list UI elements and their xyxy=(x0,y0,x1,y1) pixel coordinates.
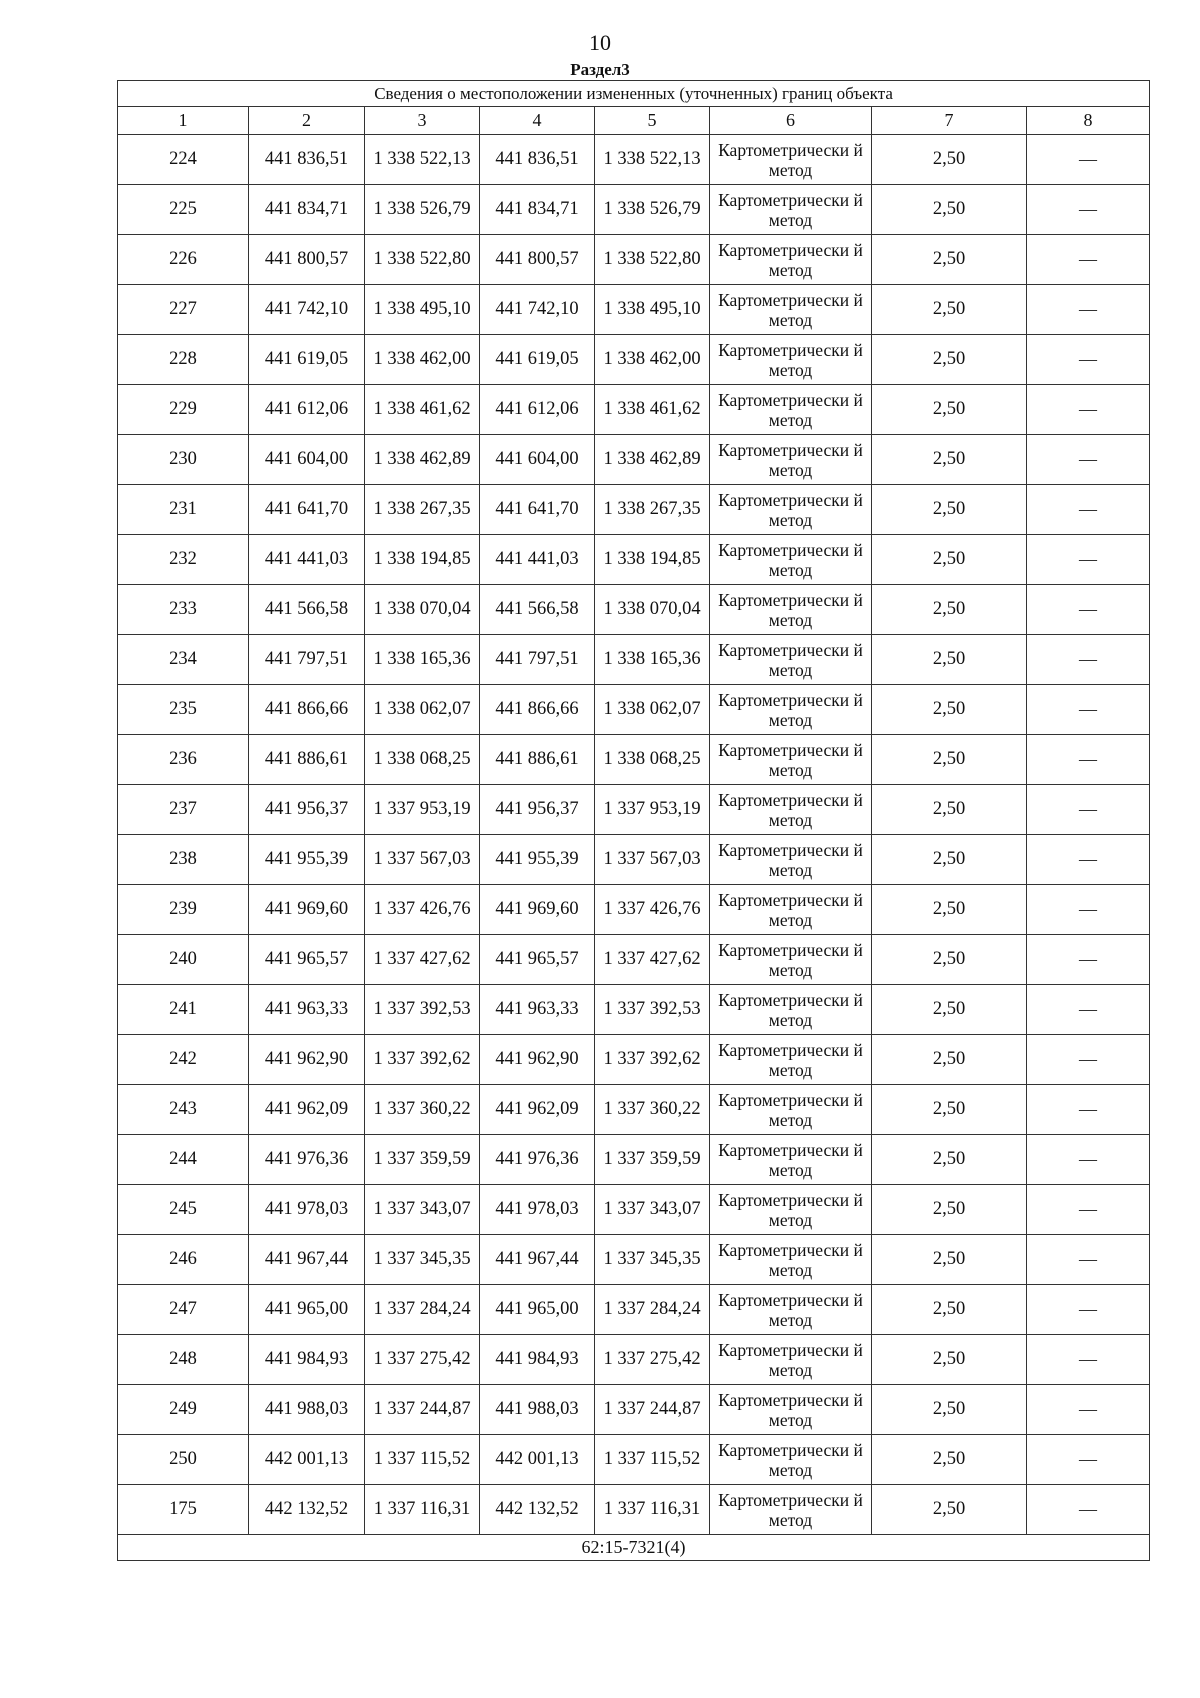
cell-x-new: 441 988,03 xyxy=(480,1385,595,1435)
cell-y-new: 1 337 343,07 xyxy=(595,1185,710,1235)
cell-description: — xyxy=(1027,935,1150,985)
table-row xyxy=(118,135,1150,185)
cell-description: — xyxy=(1027,335,1150,385)
table-row xyxy=(118,385,1150,435)
table-row xyxy=(118,1185,1150,1235)
cell-x-old: 441 441,03 xyxy=(249,535,365,585)
cell-method: Картометрически й метод xyxy=(710,735,872,785)
cell-x-old: 441 742,10 xyxy=(249,285,365,335)
cell-method: Картометрически й метод xyxy=(710,635,872,685)
cell-y-old: 1 338 194,85 xyxy=(365,535,480,585)
cell-precision: 2,50 xyxy=(872,1135,1027,1185)
cell-description: — xyxy=(1027,1085,1150,1135)
cell-method: Картометрически й метод xyxy=(710,1085,872,1135)
cell-x-old: 441 962,90 xyxy=(249,1035,365,1085)
cell-y-new: 1 338 068,25 xyxy=(595,735,710,785)
table-row xyxy=(118,1235,1150,1285)
cell-x-old: 442 132,52 xyxy=(249,1485,365,1535)
cell-x-old: 441 797,51 xyxy=(249,635,365,685)
cell-point-number: 231 xyxy=(118,485,249,535)
cell-point-number: 247 xyxy=(118,1285,249,1335)
cell-point-number: 241 xyxy=(118,985,249,1035)
cell-method: Картометрически й метод xyxy=(710,1435,872,1485)
cell-method: Картометрически й метод xyxy=(710,1485,872,1535)
cell-y-old: 1 338 165,36 xyxy=(365,635,480,685)
cell-y-new: 1 337 359,59 xyxy=(595,1135,710,1185)
cell-description: — xyxy=(1027,535,1150,585)
cell-point-number: 232 xyxy=(118,535,249,585)
cell-point-number: 245 xyxy=(118,1185,249,1235)
cell-y-new: 1 337 427,62 xyxy=(595,935,710,985)
cell-x-old: 441 969,60 xyxy=(249,885,365,935)
cell-description: — xyxy=(1027,1335,1150,1385)
cell-y-old: 1 337 275,42 xyxy=(365,1335,480,1385)
cell-y-old: 1 338 461,62 xyxy=(365,385,480,435)
cell-description: — xyxy=(1027,835,1150,885)
cell-x-old: 441 866,66 xyxy=(249,685,365,735)
cell-point-number: 233 xyxy=(118,585,249,635)
column-header: 2 xyxy=(249,107,365,135)
section-title: Раздел3 xyxy=(570,60,630,79)
cell-y-new: 1 337 426,76 xyxy=(595,885,710,935)
cell-point-number: 248 xyxy=(118,1335,249,1385)
cell-point-number: 243 xyxy=(118,1085,249,1135)
cell-y-old: 1 338 526,79 xyxy=(365,185,480,235)
table-row xyxy=(118,1385,1150,1435)
table-row xyxy=(118,885,1150,935)
cell-x-new: 441 619,05 xyxy=(480,335,595,385)
cell-precision: 2,50 xyxy=(872,1385,1027,1435)
cell-method: Картометрически й метод xyxy=(710,185,872,235)
cell-precision: 2,50 xyxy=(872,335,1027,385)
cell-y-old: 1 337 427,62 xyxy=(365,935,480,985)
cell-x-old: 441 834,71 xyxy=(249,185,365,235)
cell-y-new: 1 338 267,35 xyxy=(595,485,710,535)
table-row xyxy=(118,585,1150,635)
cell-description: — xyxy=(1027,235,1150,285)
cell-method: Картометрически й метод xyxy=(710,935,872,985)
cell-method: Картометрически й метод xyxy=(710,235,872,285)
cell-y-old: 1 337 426,76 xyxy=(365,885,480,935)
cell-description: — xyxy=(1027,135,1150,185)
cell-y-old: 1 338 068,25 xyxy=(365,735,480,785)
cell-y-old: 1 338 462,00 xyxy=(365,335,480,385)
cell-x-new: 441 955,39 xyxy=(480,835,595,885)
column-header: 6 xyxy=(710,107,872,135)
cell-description: — xyxy=(1027,1135,1150,1185)
table-row xyxy=(118,985,1150,1035)
cell-point-number: 238 xyxy=(118,835,249,885)
cell-x-old: 441 886,61 xyxy=(249,735,365,785)
cell-y-old: 1 337 115,52 xyxy=(365,1435,480,1485)
cell-y-new: 1 337 567,03 xyxy=(595,835,710,885)
cell-precision: 2,50 xyxy=(872,835,1027,885)
cell-x-old: 441 962,09 xyxy=(249,1085,365,1135)
cell-description: — xyxy=(1027,1285,1150,1335)
column-header: 8 xyxy=(1027,107,1150,135)
cell-point-number: 229 xyxy=(118,385,249,435)
table-row xyxy=(118,335,1150,385)
cell-x-new: 442 001,13 xyxy=(480,1435,595,1485)
cell-y-old: 1 338 070,04 xyxy=(365,585,480,635)
cell-x-old: 441 836,51 xyxy=(249,135,365,185)
cell-precision: 2,50 xyxy=(872,435,1027,485)
cell-method: Картометрически й метод xyxy=(710,1135,872,1185)
cell-precision: 2,50 xyxy=(872,485,1027,535)
cell-precision: 2,50 xyxy=(872,735,1027,785)
cell-y-new: 1 337 275,42 xyxy=(595,1335,710,1385)
column-header: 7 xyxy=(872,107,1027,135)
cell-method: Картометрически й метод xyxy=(710,485,872,535)
cell-x-new: 441 836,51 xyxy=(480,135,595,185)
cell-y-old: 1 337 284,24 xyxy=(365,1285,480,1335)
cell-precision: 2,50 xyxy=(872,1485,1027,1535)
table-row xyxy=(118,235,1150,285)
cell-method: Картометрически й метод xyxy=(710,1335,872,1385)
cell-description: — xyxy=(1027,435,1150,485)
cell-precision: 2,50 xyxy=(872,1285,1027,1335)
cell-y-new: 1 337 116,31 xyxy=(595,1485,710,1535)
cell-y-new: 1 338 522,13 xyxy=(595,135,710,185)
cell-description: — xyxy=(1027,635,1150,685)
cell-y-new: 1 338 070,04 xyxy=(595,585,710,635)
cell-x-new: 441 797,51 xyxy=(480,635,595,685)
cell-y-new: 1 338 194,85 xyxy=(595,535,710,585)
cell-precision: 2,50 xyxy=(872,585,1027,635)
cell-point-number: 227 xyxy=(118,285,249,335)
cell-precision: 2,50 xyxy=(872,635,1027,685)
cell-point-number: 224 xyxy=(118,135,249,185)
cell-precision: 2,50 xyxy=(872,135,1027,185)
cell-point-number: 230 xyxy=(118,435,249,485)
cell-description: — xyxy=(1027,285,1150,335)
cell-precision: 2,50 xyxy=(872,385,1027,435)
cell-precision: 2,50 xyxy=(872,235,1027,285)
cell-x-old: 441 965,57 xyxy=(249,935,365,985)
cell-description: — xyxy=(1027,885,1150,935)
cell-x-new: 441 604,00 xyxy=(480,435,595,485)
cell-point-number: 250 xyxy=(118,1435,249,1485)
cell-point-number: 235 xyxy=(118,685,249,735)
cell-method: Картометрически й метод xyxy=(710,585,872,635)
table-row xyxy=(118,1435,1150,1485)
cell-description: — xyxy=(1027,685,1150,735)
column-header: 1 xyxy=(118,107,249,135)
cell-precision: 2,50 xyxy=(872,535,1027,585)
cell-precision: 2,50 xyxy=(872,185,1027,235)
cell-description: — xyxy=(1027,485,1150,535)
cell-y-new: 1 338 461,62 xyxy=(595,385,710,435)
cell-y-new: 1 338 495,10 xyxy=(595,285,710,335)
cell-precision: 2,50 xyxy=(872,285,1027,335)
cell-precision: 2,50 xyxy=(872,885,1027,935)
cell-description: — xyxy=(1027,985,1150,1035)
cell-precision: 2,50 xyxy=(872,1235,1027,1285)
cell-y-new: 1 338 462,89 xyxy=(595,435,710,485)
table-row xyxy=(118,935,1150,985)
cell-method: Картометрически й метод xyxy=(710,835,872,885)
cell-description: — xyxy=(1027,1485,1150,1535)
cell-y-old: 1 337 953,19 xyxy=(365,785,480,835)
column-header-row xyxy=(118,107,1150,135)
table-row xyxy=(118,635,1150,685)
cell-x-old: 441 641,70 xyxy=(249,485,365,535)
column-header: 4 xyxy=(480,107,595,135)
cell-y-old: 1 338 062,07 xyxy=(365,685,480,735)
cell-point-number: 236 xyxy=(118,735,249,785)
cell-x-old: 441 604,00 xyxy=(249,435,365,485)
cell-x-new: 441 866,66 xyxy=(480,685,595,735)
cell-y-old: 1 338 495,10 xyxy=(365,285,480,335)
cell-method: Картометрически й метод xyxy=(710,435,872,485)
cell-y-old: 1 337 567,03 xyxy=(365,835,480,885)
cell-y-new: 1 338 062,07 xyxy=(595,685,710,735)
cell-y-old: 1 337 116,31 xyxy=(365,1485,480,1535)
cell-x-new: 441 965,00 xyxy=(480,1285,595,1335)
cell-description: — xyxy=(1027,785,1150,835)
cell-method: Картометрически й метод xyxy=(710,1385,872,1435)
cell-y-new: 1 337 244,87 xyxy=(595,1385,710,1435)
cell-description: — xyxy=(1027,735,1150,785)
table-row xyxy=(118,1035,1150,1085)
cell-y-old: 1 338 522,13 xyxy=(365,135,480,185)
cell-point-number: 175 xyxy=(118,1485,249,1535)
cell-description: — xyxy=(1027,185,1150,235)
cell-point-number: 240 xyxy=(118,935,249,985)
cell-y-new: 1 337 360,22 xyxy=(595,1085,710,1135)
cell-point-number: 234 xyxy=(118,635,249,685)
table-row xyxy=(118,435,1150,485)
cell-description: — xyxy=(1027,1035,1150,1085)
cell-y-old: 1 338 462,89 xyxy=(365,435,480,485)
cell-x-new: 441 886,61 xyxy=(480,735,595,785)
cell-method: Картометрически й метод xyxy=(710,885,872,935)
cell-x-old: 441 963,33 xyxy=(249,985,365,1035)
cell-x-new: 441 962,90 xyxy=(480,1035,595,1085)
cell-y-old: 1 337 345,35 xyxy=(365,1235,480,1285)
cell-precision: 2,50 xyxy=(872,685,1027,735)
cell-point-number: 246 xyxy=(118,1235,249,1285)
cell-x-old: 441 619,05 xyxy=(249,335,365,385)
cell-method: Картометрически й метод xyxy=(710,1185,872,1235)
cell-x-new: 441 978,03 xyxy=(480,1185,595,1235)
cell-x-old: 442 001,13 xyxy=(249,1435,365,1485)
cell-x-old: 441 967,44 xyxy=(249,1235,365,1285)
cell-x-new: 441 969,60 xyxy=(480,885,595,935)
cell-x-new: 441 441,03 xyxy=(480,535,595,585)
cell-method: Картометрически й метод xyxy=(710,335,872,385)
cell-x-old: 441 956,37 xyxy=(249,785,365,835)
cell-method: Картометрически й метод xyxy=(710,535,872,585)
table-row xyxy=(118,1135,1150,1185)
cell-x-new: 441 956,37 xyxy=(480,785,595,835)
cell-y-new: 1 338 165,36 xyxy=(595,635,710,685)
cell-x-old: 441 965,00 xyxy=(249,1285,365,1335)
cell-precision: 2,50 xyxy=(872,785,1027,835)
cell-x-new: 441 963,33 xyxy=(480,985,595,1035)
table-row xyxy=(118,285,1150,335)
cell-method: Картометрически й метод xyxy=(710,685,872,735)
cell-method: Картометрически й метод xyxy=(710,1235,872,1285)
cell-y-old: 1 337 392,62 xyxy=(365,1035,480,1085)
column-header: 3 xyxy=(365,107,480,135)
boundary-coordinates-table xyxy=(117,80,1150,1561)
cell-description: — xyxy=(1027,1185,1150,1235)
cell-x-old: 441 978,03 xyxy=(249,1185,365,1235)
cell-point-number: 242 xyxy=(118,1035,249,1085)
cell-y-old: 1 337 244,87 xyxy=(365,1385,480,1435)
cell-method: Картометрически й метод xyxy=(710,285,872,335)
table-row xyxy=(118,1285,1150,1335)
cell-x-new: 441 962,09 xyxy=(480,1085,595,1135)
cell-method: Картометрически й метод xyxy=(710,1285,872,1335)
cell-y-old: 1 337 359,59 xyxy=(365,1135,480,1185)
cell-y-old: 1 337 343,07 xyxy=(365,1185,480,1235)
table-row xyxy=(118,185,1150,235)
cell-point-number: 226 xyxy=(118,235,249,285)
cell-x-old: 441 988,03 xyxy=(249,1385,365,1435)
table-row xyxy=(118,735,1150,785)
cell-x-old: 441 800,57 xyxy=(249,235,365,285)
cell-method: Картометрически й метод xyxy=(710,985,872,1035)
cell-point-number: 249 xyxy=(118,1385,249,1435)
cell-x-new: 441 612,06 xyxy=(480,385,595,435)
cell-x-new: 442 132,52 xyxy=(480,1485,595,1535)
cell-method: Картометрически й метод xyxy=(710,135,872,185)
page-number: 10 xyxy=(589,30,611,55)
cell-point-number: 228 xyxy=(118,335,249,385)
cell-description: — xyxy=(1027,1385,1150,1435)
cell-x-old: 441 955,39 xyxy=(249,835,365,885)
cell-y-old: 1 338 267,35 xyxy=(365,485,480,535)
table-row xyxy=(118,785,1150,835)
cell-description: — xyxy=(1027,385,1150,435)
cell-y-new: 1 337 284,24 xyxy=(595,1285,710,1335)
table-row xyxy=(118,535,1150,585)
table-row xyxy=(118,1485,1150,1535)
table-row xyxy=(118,835,1150,885)
table-row xyxy=(118,1335,1150,1385)
cell-x-new: 441 984,93 xyxy=(480,1335,595,1385)
cell-method: Картометрически й метод xyxy=(710,1035,872,1085)
cell-y-new: 1 338 462,00 xyxy=(595,335,710,385)
cell-precision: 2,50 xyxy=(872,1035,1027,1085)
cell-precision: 2,50 xyxy=(872,985,1027,1035)
cell-point-number: 244 xyxy=(118,1135,249,1185)
cell-y-new: 1 338 526,79 xyxy=(595,185,710,235)
cell-x-old: 441 984,93 xyxy=(249,1335,365,1385)
column-header: 5 xyxy=(595,107,710,135)
cell-method: Картометрически й метод xyxy=(710,385,872,435)
cell-precision: 2,50 xyxy=(872,1185,1027,1235)
cell-x-new: 441 566,58 xyxy=(480,585,595,635)
cell-y-new: 1 337 392,62 xyxy=(595,1035,710,1085)
cell-x-old: 441 566,58 xyxy=(249,585,365,635)
cell-point-number: 225 xyxy=(118,185,249,235)
cell-description: — xyxy=(1027,585,1150,635)
cell-y-new: 1 337 115,52 xyxy=(595,1435,710,1485)
cell-x-new: 441 976,36 xyxy=(480,1135,595,1185)
cell-description: — xyxy=(1027,1235,1150,1285)
table-caption: Сведения о местоположении измененных (уточненных) границ объекта xyxy=(118,81,1150,107)
cell-precision: 2,50 xyxy=(872,935,1027,985)
cell-precision: 2,50 xyxy=(872,1335,1027,1385)
cell-y-new: 1 338 522,80 xyxy=(595,235,710,285)
cell-method: Картометрически й метод xyxy=(710,785,872,835)
cell-x-new: 441 834,71 xyxy=(480,185,595,235)
cell-x-new: 441 800,57 xyxy=(480,235,595,285)
cell-precision: 2,50 xyxy=(872,1435,1027,1485)
cell-point-number: 237 xyxy=(118,785,249,835)
cell-precision: 2,50 xyxy=(872,1085,1027,1135)
cell-x-new: 441 967,44 xyxy=(480,1235,595,1285)
cell-point-number: 239 xyxy=(118,885,249,935)
cell-y-new: 1 337 392,53 xyxy=(595,985,710,1035)
cell-x-old: 441 976,36 xyxy=(249,1135,365,1185)
table-body xyxy=(118,135,1150,1535)
cell-x-new: 441 965,57 xyxy=(480,935,595,985)
cell-y-old: 1 337 392,53 xyxy=(365,985,480,1035)
table-row xyxy=(118,1085,1150,1135)
cell-y-new: 1 337 345,35 xyxy=(595,1235,710,1285)
table-row xyxy=(118,685,1150,735)
cell-x-old: 441 612,06 xyxy=(249,385,365,435)
cell-x-new: 441 641,70 xyxy=(480,485,595,535)
cell-y-old: 1 338 522,80 xyxy=(365,235,480,285)
cell-y-old: 1 337 360,22 xyxy=(365,1085,480,1135)
cell-description: — xyxy=(1027,1435,1150,1485)
table-row xyxy=(118,485,1150,535)
cell-y-new: 1 337 953,19 xyxy=(595,785,710,835)
cell-x-new: 441 742,10 xyxy=(480,285,595,335)
document-reference: 62:15-7321(4) xyxy=(118,1535,1150,1561)
